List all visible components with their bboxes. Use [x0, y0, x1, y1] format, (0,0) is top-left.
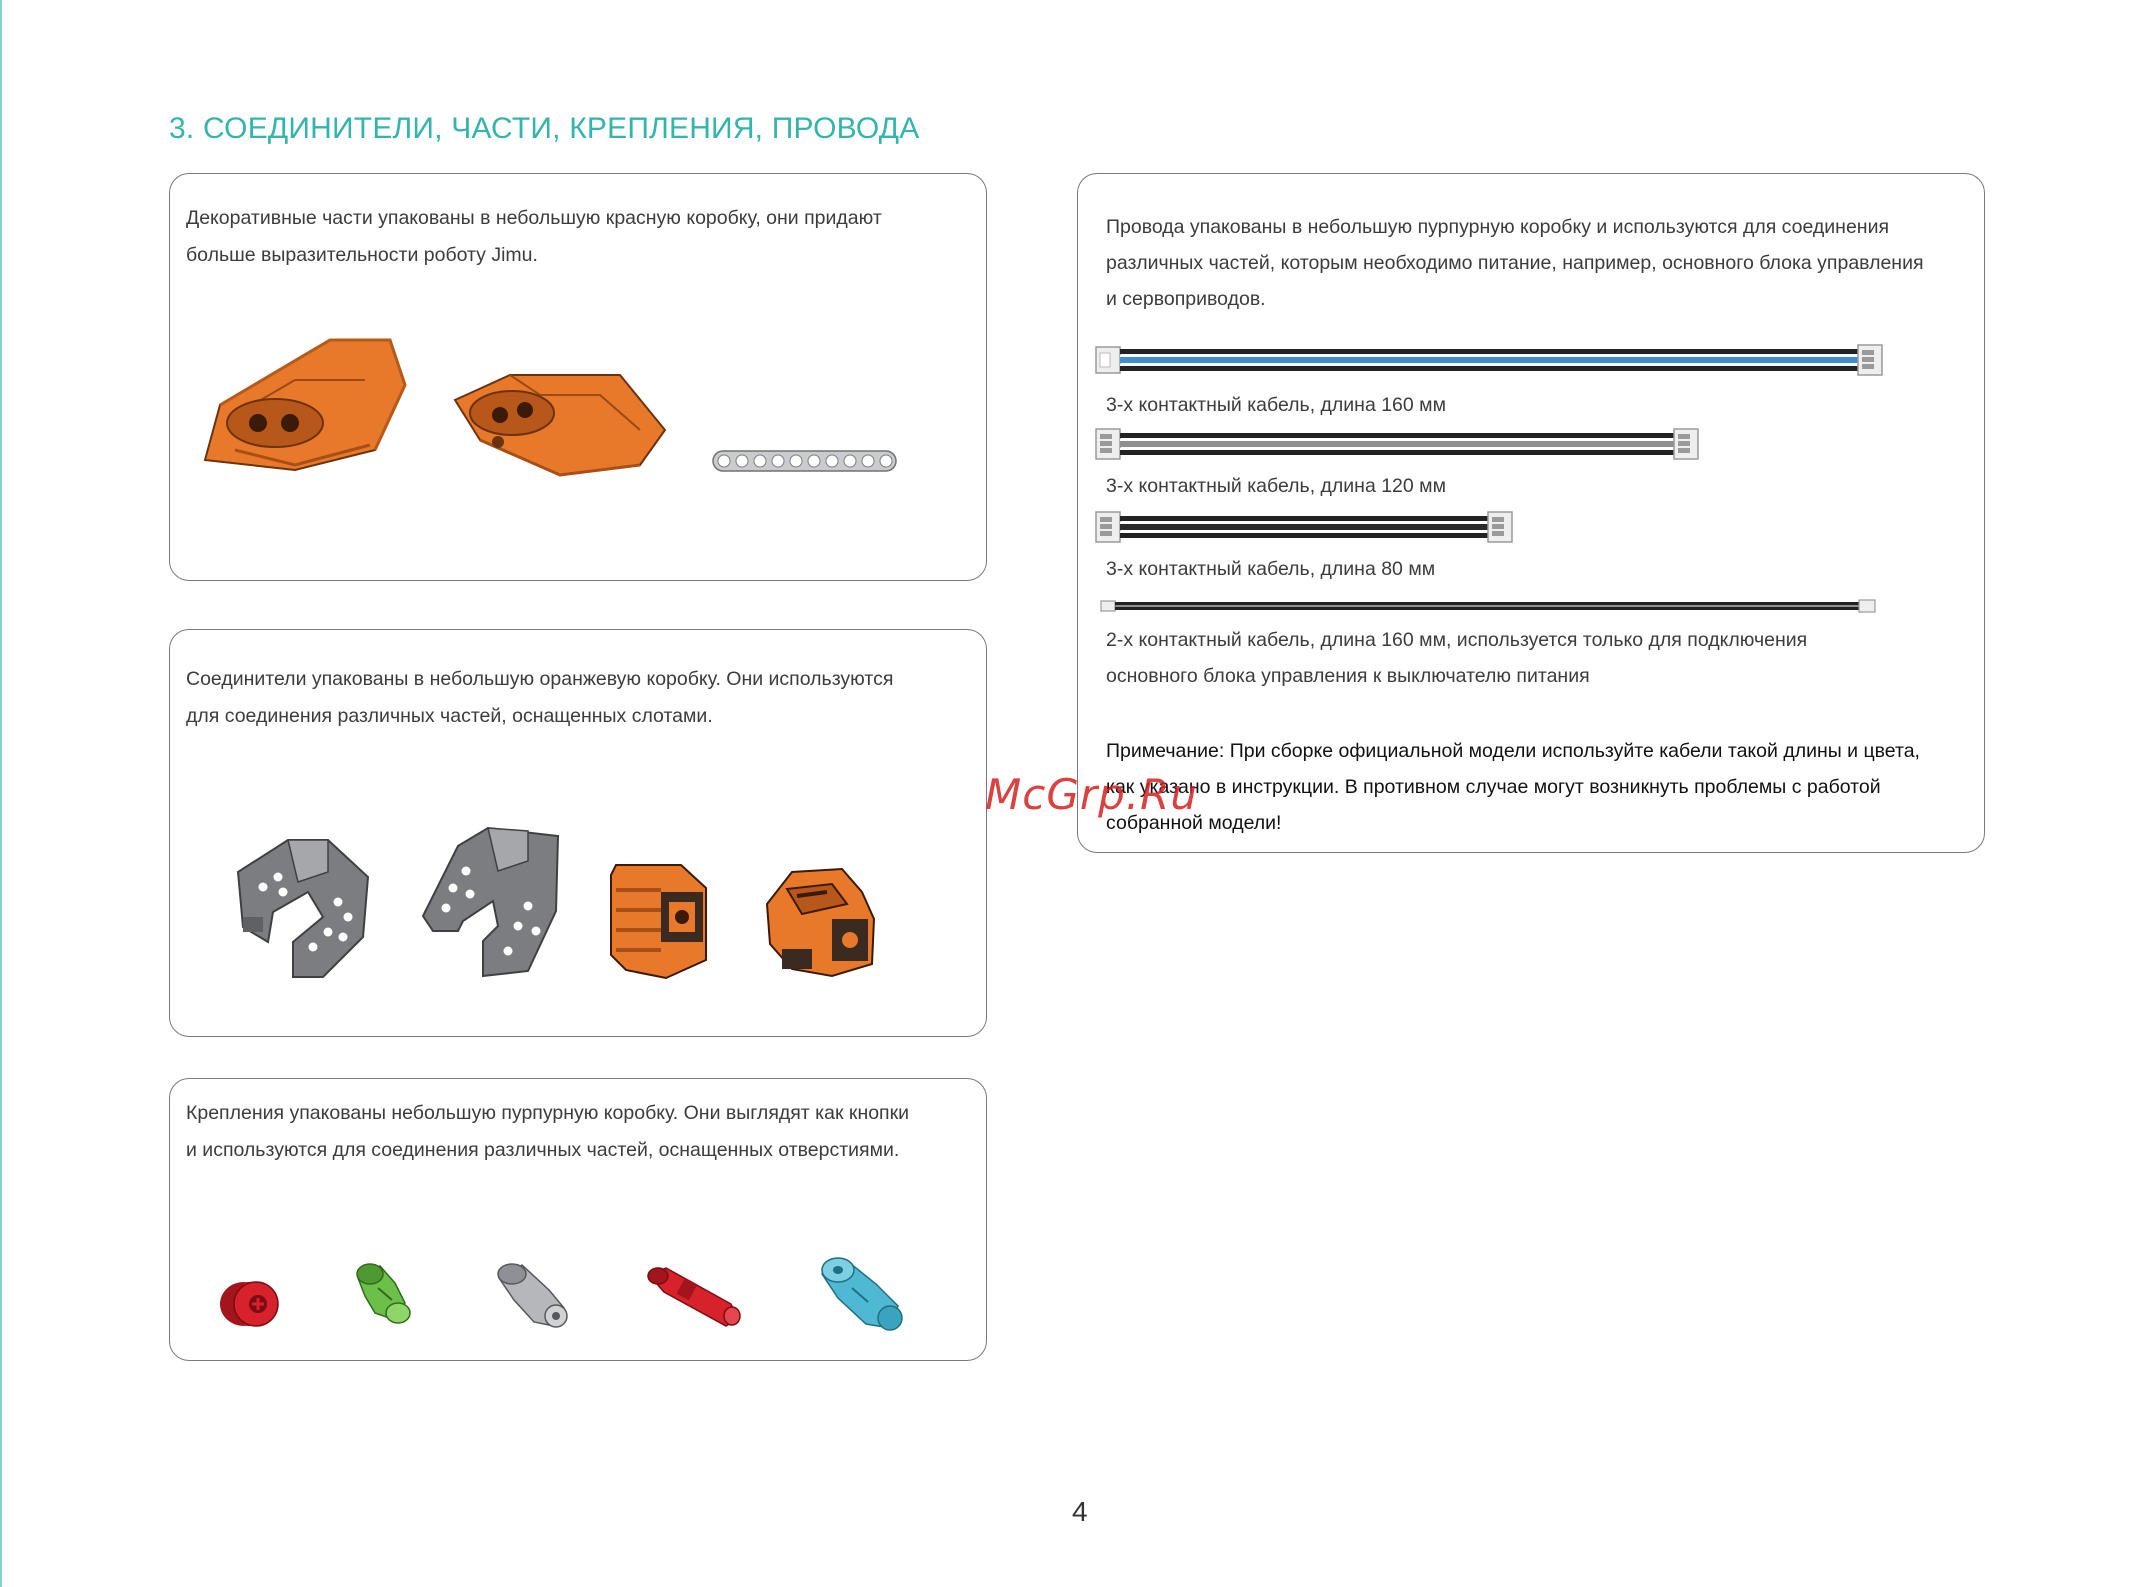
- cable-3pin-160-label: 3-х контактный кабель, длина 160 мм: [1106, 394, 1446, 416]
- text-line: собранной модели!: [1106, 812, 1282, 834]
- page-title: 3. СОЕДИНИТЕЛИ, ЧАСТИ, КРЕПЛЕНИЯ, ПРОВОДА: [169, 112, 920, 145]
- text-line: Провода упакованы в небольшую пурпурную коробку и используются для соединения: [1106, 216, 1890, 238]
- decor-parts-description: [186, 200, 882, 274]
- red-bushing-image: [218, 1276, 280, 1328]
- decor-plate-hexagon-image: [450, 370, 670, 480]
- green-pin-image: [350, 1258, 420, 1328]
- text-line: для соединения различных частей, оснащенных слотами.: [186, 705, 713, 727]
- cable-3pin-120-label: 3-х контактный кабель, длина 120 мм: [1106, 475, 1446, 497]
- text-line: как указано в инструкции. В противном случае могут возникнуть проблемы с работой: [1106, 776, 1881, 798]
- text-line: Декоративные части упакованы в небольшую красную коробку, они придают: [186, 207, 882, 229]
- cable-3pin-80-label: 3-х контактный кабель, длина 80 мм: [1106, 558, 1436, 580]
- text-line: основного блока управления к выключателю питания: [1106, 665, 1590, 687]
- gray-connector-bracket-image: [228, 832, 373, 977]
- decor-plate-large-image: [195, 335, 415, 470]
- gray-pin-image: [494, 1260, 572, 1330]
- connectors-description: [186, 661, 893, 735]
- wires-description: [1106, 209, 1924, 317]
- red-long-pin-image: [646, 1264, 742, 1328]
- wires-note: [1106, 733, 1920, 841]
- orange-connector-cube-image: [606, 860, 711, 978]
- blue-pin-image: [816, 1254, 908, 1334]
- text-line: и используются для соединения различных частей, оснащенных отверстиями.: [186, 1139, 900, 1161]
- perforated-beam-image: [712, 450, 897, 472]
- cable-3pin-120-image: [1096, 427, 1698, 461]
- text-line: различных частей, которым необходимо питание, например, основного блока управления: [1106, 252, 1924, 274]
- cable-3pin-80-image: [1096, 510, 1512, 544]
- page-edge-line: [0, 0, 2, 1587]
- page-number: 4: [1072, 1496, 1088, 1527]
- gray-connector-bracket-tall-image: [418, 826, 563, 976]
- text-line: и сервоприводов.: [1106, 288, 1266, 310]
- fasteners-description: [186, 1095, 909, 1169]
- text-line: Примечание: При сборке официальной модели используйте кабели такой длины и цвета,: [1106, 740, 1920, 762]
- watermark: McGrp.Ru: [985, 770, 1198, 819]
- cable-2pin-160-image: [1101, 598, 1875, 614]
- text-line: 2-х контактный кабель, длина 160 мм, используется только для подключения: [1106, 629, 1808, 651]
- text-line: больше выразительности роботу Jimu.: [186, 244, 538, 266]
- cable-3pin-160-image: [1096, 343, 1882, 377]
- orange-connector-double-image: [762, 864, 877, 979]
- text-line: Крепления упакованы небольшую пурпурную коробку. Они выглядят как кнопки: [186, 1102, 910, 1124]
- text-line: Соединители упакованы в небольшую оранжевую коробку. Они используются: [186, 668, 894, 690]
- cable-2pin-160-label: [1106, 622, 1807, 694]
